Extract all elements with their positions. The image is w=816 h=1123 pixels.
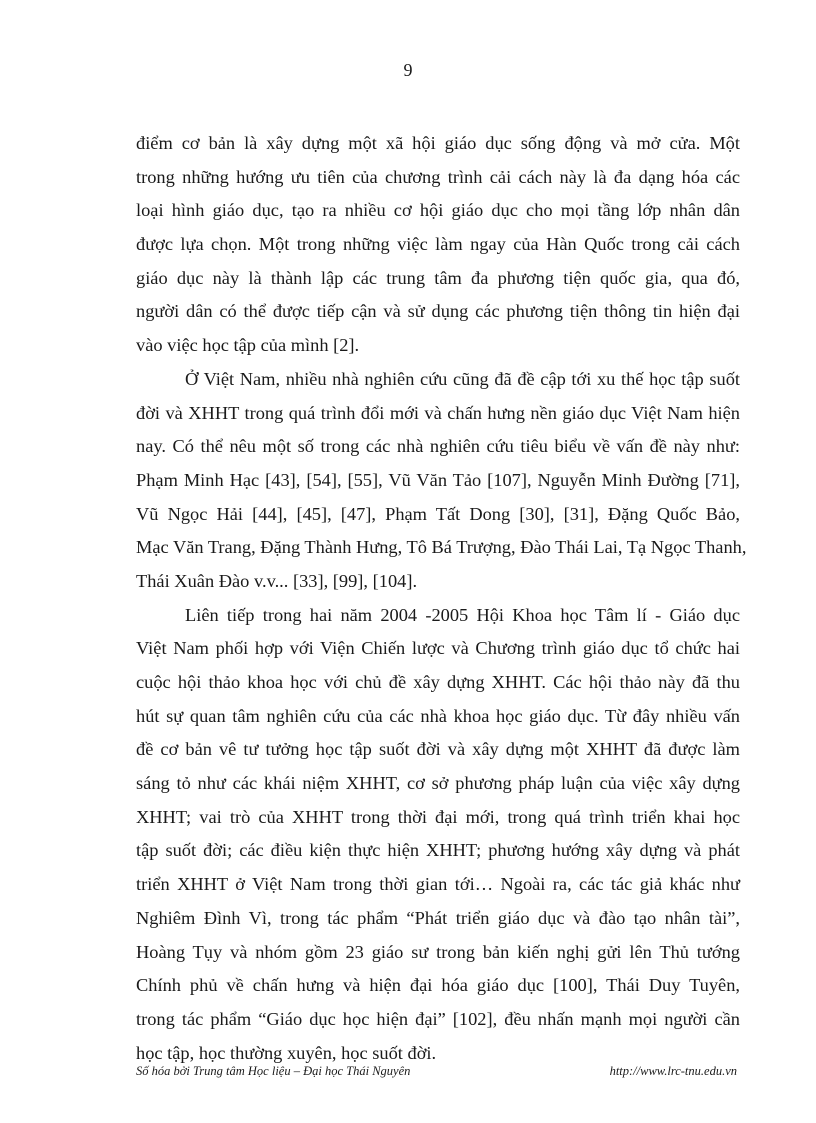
text-line: Việt Nam phối hợp với Viện Chiến lược và Chương trình giáo dục tổ chức hai [136,638,740,659]
text-line: Ở Việt Nam, nhiều nhà nghiên cứu cũng đã đề cập tới xu thế học tập suốt [185,368,740,389]
text-line: vào việc học tập của mình [2]. [136,335,360,356]
text-line: hút sự quan tâm nghiên cứu của các nhà khoa học giáo dục. Từ đây nhiều vấn [136,705,740,726]
body-text [136,127,747,1070]
text-line: Phạm Minh Hạc [43], [54], [55], Vũ Văn Tảo [107], Nguyễn Minh Đường [71], [136,469,740,490]
text-line: học tập, học thường xuyên, học suốt đời. [136,1042,437,1063]
text-line: XHHT; vai trò của XHHT trong thời đại mới, trong quá trình triển khai học [136,806,740,827]
text-line: đề cơ bản vê tư tưởng học tập suốt đời và xây dựng một XHHT đã được làm [136,739,740,760]
text-line: Chính phủ về chấn hưng và hiện đại hóa giáo dục [100], Thái Duy Tuyên, [136,975,740,996]
text-line: giáo dục này là thành lập các trung tâm đa phương tiện quốc gia, qua đó, [136,267,740,288]
text-line: triển XHHT ở Việt Nam trong thời gian tới… Ngoài ra, các tác giả khác như [136,874,740,895]
footer-website-url: http://www.lrc-tnu.edu.vn [609,1064,737,1078]
text-line: Liên tiếp trong hai năm 2004 -2005 Hội Khoa học Tâm lí - Giáo dục [185,604,740,625]
footer-source-credit: Số hóa bởi Trung tâm Học liệu – Đại học Thái Nguyên [136,1064,411,1078]
paragraph [136,363,747,599]
text-line: người dân có thể được tiếp cận và sử dụng các phương tiện thông tin hiện đại [136,301,740,322]
text-line: sáng tỏ như các khái niệm XHHT, cơ sở phương pháp luận của việc xây dựng [136,773,740,794]
text-line: được lựa chọn. Một trong những việc làm ngay của Hàn Quốc trong cải cách [136,234,740,255]
page-number: 9 [403,60,413,80]
paragraph [136,599,740,1071]
text-line: Nghiêm Đình Vì, trong tác phẩm “Phát triển giáo dục và đào tạo nhân tài”, [136,907,740,928]
text-line: trong tác phẩm “Giáo dục học hiện đại” [102], đều nhấn mạnh mọi người cần [136,1008,740,1029]
text-line: trong những hướng ưu tiên của chương trình cải cách này là đa dạng hóa các [136,166,740,187]
text-line: Hoàng Tụy và nhóm gồm 23 giáo sư trong bản kiến nghị gửi lên Thủ tướng [136,941,740,962]
text-line: tập suốt đời; các điều kiện thực hiện XHHT; phương hướng xây dựng và phát [136,840,740,861]
text-line: Thái Xuân Đào v.v... [33], [99], [104]. [136,570,418,591]
text-line: loại hình giáo dục, tạo ra nhiều cơ hội giáo dục cho mọi tầng lớp nhân dân [136,200,740,221]
text-line: Mạc Văn Trang, Đặng Thành Hưng, Tô Bá Trượng, Đào Thái Lai, Tạ Ngọc Thanh, [136,537,747,558]
paragraph [136,127,740,363]
text-line: đời và XHHT trong quá trình đổi mới và chấn hưng nền giáo dục Việt Nam hiện [136,402,740,423]
text-line: nay. Có thể nêu một số trong các nhà nghiên cứu tiêu biểu về vấn đề này như: [136,436,740,457]
text-line: Vũ Ngọc Hải [44], [45], [47], Phạm Tất Dong [30], [31], Đặng Quốc Bảo, [136,503,740,524]
text-line: cuộc hội thảo khoa học với chủ đề xây dựng XHHT. Các hội thảo này đã thu [136,672,740,692]
text-line: điểm cơ bản là xây dựng một xã hội giáo dục sống động và mở cửa. Một [136,133,740,153]
